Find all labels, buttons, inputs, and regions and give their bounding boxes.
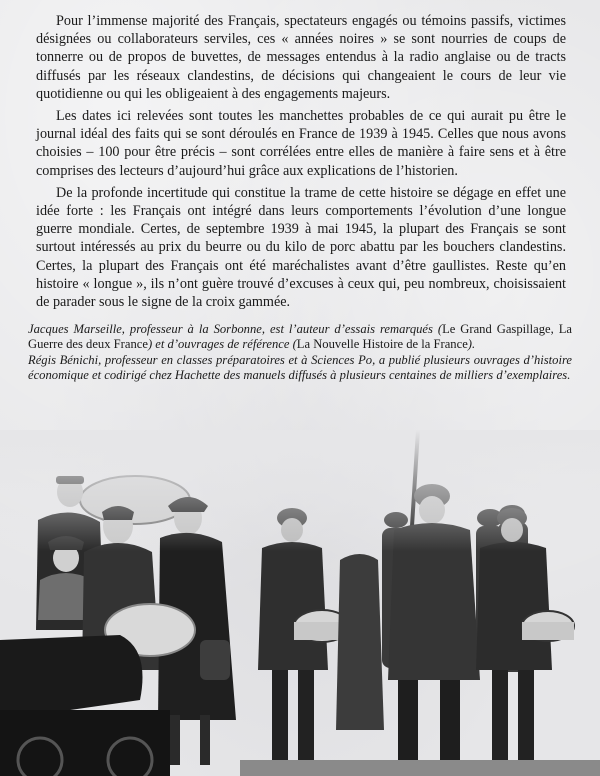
intro-text <box>36 12 566 315</box>
credit-benichi: Régis Bénichi, professeur en classes préparatoires et à Sciences Po, a publié plusieurs ouvrages d’histoire économique et codirigé chez Hachette des manuels diffusés à plusieurs centaines de milliers d’exemplaires. <box>28 352 572 383</box>
historical-photo <box>0 430 600 776</box>
credit-marseille-title-1: Le Grand Gaspillage, La Guerre des deux France <box>28 322 572 352</box>
credit-marseille-text-2: ) et d’ouvrages de référence ( <box>147 337 297 352</box>
photo-illustration <box>0 430 600 776</box>
paragraph-3: De la profonde incertitude qui constitue la trame de cette histoire se dégage en effet une idée forte : les Français ont intégré dans leurs comportements l’évolution d’une longue guerre mondiale. Certes, de septembre 1939 à mai 1945, la plupart des Français se sont surtout intéressés au prix du beurre ou du kilo de porc abattu par les bouchers clandestins. Certes, la plupart des Français ont été maréchalistes avant d’être gaullistes. Reste qu’en histoire « longue », ils n’ont guère trouvé d’excuses à ceux qui, peu nombreux, choisissaient de parader sous le signe de la croix gammée. <box>36 184 566 311</box>
author-credits <box>28 322 572 384</box>
paragraph-1: Pour l’immense majorité des Français, spectateurs engagés ou témoins passifs, victimes désignées ou collaborateurs serviles, ces « années noires » se sont nourries de coups de tonnerre ou de propos de buvettes, de messages entendus à la radio anglaise ou de tracts diffusés par les réseaux clandestins, de décisions qui changeaient le cours de leur vie quotidienne ou qui les obligeaient à des engagements majeurs. <box>36 13 566 102</box>
credit-marseille-text-1: Jacques Marseille, professeur à la Sorbonne, est l’auteur d’essais remarqués ( <box>28 322 443 336</box>
paragraph-2: Les dates ici relevées sont toutes les manchettes probables de ce qui aurait pu être le journal idéal des faits qui se sont déroulés en France de 1939 à 1945. Celles que nous avons choisies – 100 pour être précis – sont corrélées entre elles de manière à faire sens et à être comprises des lecteurs d’aujourd’hui grâce aux explications de l’historien. <box>36 108 566 179</box>
credit-marseille <box>28 322 572 353</box>
credit-marseille-text-3: ). <box>467 337 476 352</box>
credit-marseille-title-2: La Nouvelle Histoire de la France <box>296 337 468 352</box>
